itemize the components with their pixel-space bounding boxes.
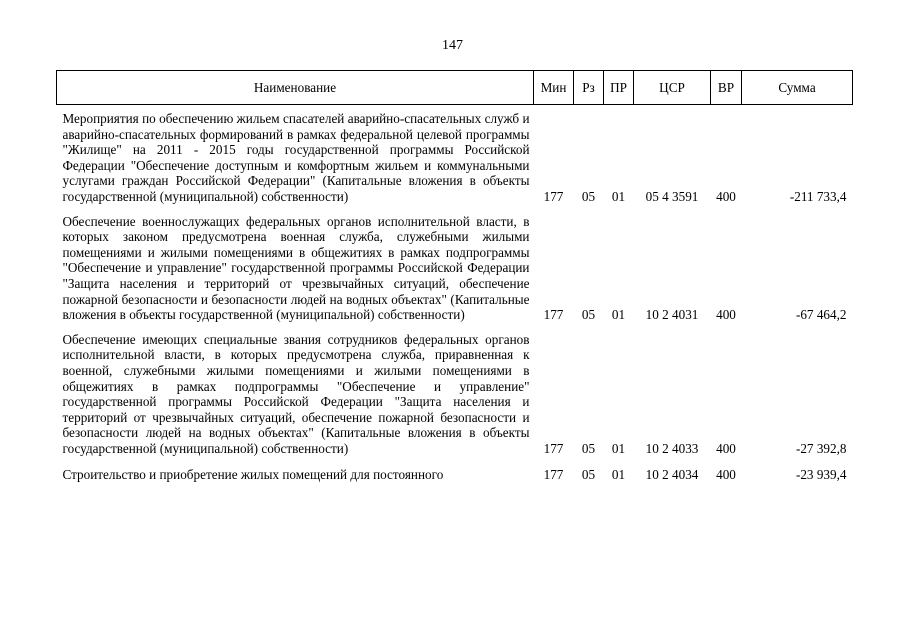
header-csr: ЦСР (634, 71, 711, 105)
row-name: Обеспечение имеющих специальные звания сотрудников федеральных органов исполнительной власти, в которых предусмотрена служба, приравненная к военной, служебными жилыми помещениями и жилыми помещениями в общежитиях в рамках подпрограммы "Обеспечение и управление" государственной программы Российской Федерации "Защита населения и территорий от чрезвычайных ситуаций, обеспечение пожарной безопасности и безопасности людей на водных объектах" (Капитальные вложения в объекты государственной (муниципальной) собственности) (62, 331, 530, 456)
header-rz: Рз (574, 71, 604, 105)
row-pr: 01 (611, 467, 626, 483)
table-row (57, 459, 853, 486)
row-rz: 05 (581, 188, 596, 204)
row-min: 177 (543, 188, 564, 204)
row-name: Мероприятия по обеспечению жильем спасателей аварийно-спасательных служб и аварийно-спасательных формирований в рамках федеральной целевой программы "Жилище" на 2011 - 2015 годы государственной программы Российской Федерации "Обеспечение доступным и комфортным жильем и коммунальными услугами граждан Российской Федерации" (Капитальные вложения в объекты государственной (муниципальной) собственности) (62, 111, 530, 204)
page-number: 147 (442, 38, 463, 53)
table-row (57, 105, 853, 208)
row-name: Строительство и приобретение жилых помещений для постоянного (62, 467, 444, 483)
header-min: Мин (534, 71, 574, 105)
table-row (57, 326, 853, 460)
row-rz: 05 (581, 467, 596, 483)
budget-table (56, 70, 853, 486)
header-sum: Сумма (742, 71, 853, 105)
row-pr: 01 (611, 307, 626, 323)
row-csr: 05 4 3591 (645, 188, 699, 204)
row-sum: -211 733,4 (789, 188, 847, 204)
row-sum: -23 939,4 (795, 467, 847, 483)
row-csr: 10 2 4031 (645, 307, 699, 323)
row-vr: 400 (716, 467, 736, 483)
row-pr: 01 (611, 188, 626, 204)
row-rz: 05 (581, 307, 596, 323)
row-min: 177 (543, 440, 564, 456)
table-row (57, 208, 853, 326)
row-csr: 10 2 4034 (645, 467, 699, 483)
row-min: 177 (543, 307, 564, 323)
table-header-row (57, 71, 853, 105)
row-sum: -67 464,2 (795, 307, 847, 323)
header-name: Наименование (57, 71, 534, 105)
row-name: Обеспечение военнослужащих федеральных органов исполнительной власти, в которых законом предусмотрена военная служба, служебными жилыми помещениями и жилыми помещениями в общежитиях в рамках подпрограммы "Обеспечение и управление" государственной программы Российской Федерации "Защита населения и территорий от чрезвычайных ситуаций, обеспечение пожарной безопасности и безопасности людей на водных объектах" (Капитальные вложения в объекты государственной (муниципальной) собственности) (62, 213, 530, 323)
row-vr: 400 (716, 307, 736, 323)
row-vr: 400 (716, 188, 736, 204)
row-vr: 400 (716, 440, 736, 456)
header-vr: ВР (711, 71, 742, 105)
row-pr: 01 (611, 440, 626, 456)
row-min: 177 (543, 467, 564, 483)
row-sum: -27 392,8 (795, 440, 847, 456)
header-pr: ПР (604, 71, 634, 105)
row-csr: 10 2 4033 (645, 440, 699, 456)
row-rz: 05 (581, 440, 596, 456)
